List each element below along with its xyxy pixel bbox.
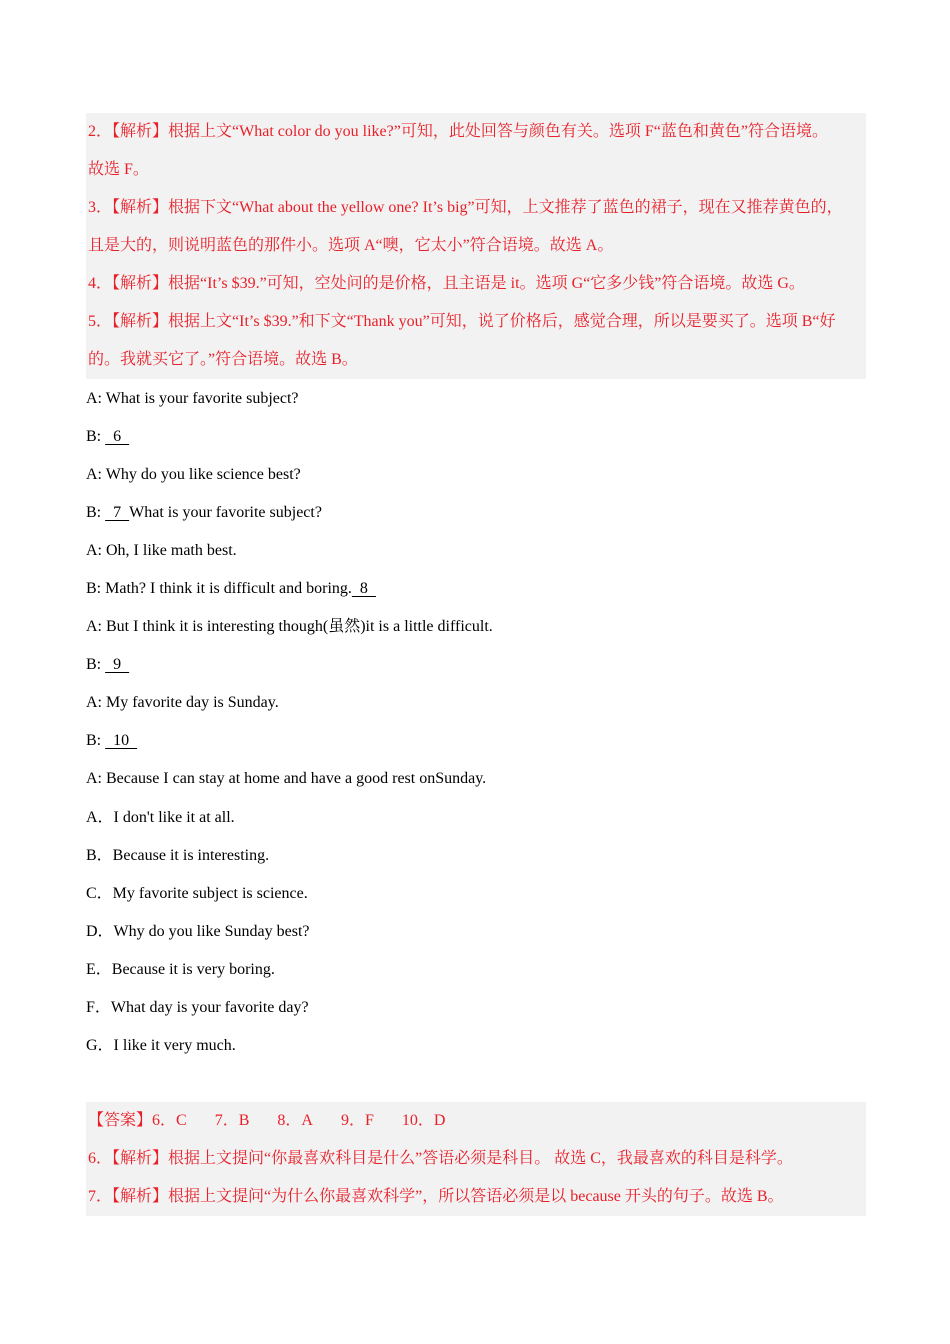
dialogue-text: A: Because I can stay at home and have a good rest onSunday. bbox=[86, 770, 487, 788]
analysis-text: 根据上文提问“你最喜欢科目是什么”答语必须是科目。 故选 C，我最喜欢的科目是科学。 bbox=[168, 1150, 793, 1167]
item-number: 3． bbox=[88, 199, 113, 216]
dialogue-line bbox=[86, 721, 866, 759]
dialogue-text: A: My favorite day is Sunday. bbox=[86, 694, 279, 712]
answer-item: 6．C bbox=[152, 1112, 187, 1129]
item-number: 4． bbox=[88, 275, 113, 292]
analysis-tag: 【解析】 bbox=[112, 313, 169, 330]
option-line bbox=[86, 1026, 866, 1064]
dialogue-line bbox=[86, 683, 866, 721]
analysis-text: 且是大的，则说明蓝色的那件小。选项 A“噢，它太小”符合语境。故选 A。 bbox=[88, 237, 614, 254]
dialogue-line bbox=[86, 607, 866, 645]
blank-9: 9 bbox=[105, 656, 130, 674]
analysis-line bbox=[86, 151, 866, 189]
analysis-tag: 【解析】 bbox=[112, 1150, 169, 1167]
analysis-line bbox=[86, 1140, 866, 1178]
analysis-line bbox=[86, 1178, 866, 1216]
dialogue-line bbox=[86, 569, 866, 607]
analysis-line bbox=[86, 189, 866, 227]
dialogue-section bbox=[86, 379, 866, 1064]
answer-item: 8．A bbox=[277, 1112, 313, 1129]
blank-8: 8 bbox=[351, 580, 376, 598]
item-number: 7． bbox=[88, 1188, 113, 1205]
dialogue-line bbox=[86, 455, 866, 493]
dialogue-text: B: Math? I think it is difficult and boring. bbox=[86, 580, 352, 598]
dialogue-text: A: What is your favorite subject? bbox=[86, 390, 299, 407]
analysis-line bbox=[86, 227, 866, 265]
speaker-label: B: bbox=[86, 656, 106, 674]
analysis-tag: 【解析】 bbox=[112, 1188, 169, 1205]
dialogue-text: A: But I think it is interesting though(虽然)it is a little difficult. bbox=[86, 618, 493, 636]
option-line bbox=[86, 836, 866, 874]
option-line bbox=[86, 798, 866, 836]
analysis-text: 根据“It’s $39.”可知，空处问的是价格，且主语是 it。选项 G“它多少钱”符合语境。故选 G。 bbox=[168, 275, 805, 292]
option-d: D．Why do you like Sunday best? bbox=[86, 922, 310, 940]
analysis-tag: 【解析】 bbox=[112, 199, 169, 216]
analysis-text: 故选 F。 bbox=[88, 161, 149, 178]
analysis-line bbox=[86, 265, 866, 303]
dialogue-line bbox=[86, 531, 866, 569]
analysis-text: 根据上文“What color do you like?”可知，此处回答与颜色有关。选项 F“蓝色和黄色”符合语境。 bbox=[168, 123, 828, 140]
item-number: 2． bbox=[88, 123, 113, 140]
answer-item: 7．B bbox=[214, 1112, 250, 1129]
analysis-line bbox=[86, 113, 866, 151]
answer-tag: 【答案】 bbox=[88, 1112, 153, 1129]
option-f: F．What day is your favorite day? bbox=[86, 998, 309, 1016]
blank-10: 10 bbox=[105, 732, 138, 750]
blank-6: 6 bbox=[105, 428, 130, 446]
speaker-label: B: bbox=[86, 428, 106, 446]
analysis-tag: 【解析】 bbox=[112, 275, 169, 292]
option-b: B．Because it is interesting. bbox=[86, 846, 270, 864]
option-line bbox=[86, 874, 866, 912]
option-e: E．Because it is very boring. bbox=[86, 960, 275, 978]
option-line bbox=[86, 912, 866, 950]
dialogue-text: A: Oh, I like math best. bbox=[86, 542, 237, 560]
option-line bbox=[86, 950, 866, 988]
item-number: 5． bbox=[88, 313, 113, 330]
option-g: G．I like it very much. bbox=[86, 1036, 236, 1054]
answer-block bbox=[86, 1102, 866, 1216]
answer-line bbox=[86, 1102, 866, 1140]
dialogue-text: A: Why do you like science best? bbox=[86, 466, 301, 484]
speaker-label: B: bbox=[86, 504, 106, 522]
analysis-text: 的。我就买它了。”符合语境。故选 B。 bbox=[88, 351, 358, 368]
item-number: 6． bbox=[88, 1150, 113, 1167]
analysis-block-top bbox=[86, 113, 866, 379]
speaker-label: B: bbox=[86, 732, 106, 750]
option-c: C．My favorite subject is science. bbox=[86, 884, 308, 902]
analysis-text: 根据下文“What about the yellow one? It’s big”可知，上文推荐了蓝色的裙子，现在又推荐黄色的， bbox=[168, 199, 843, 216]
dialogue-line bbox=[86, 417, 866, 455]
analysis-text: 根据上文“It’s $39.”和下文“Thank you”可知，说了价格后，感觉合理，所以是要买了。选项 B“好 bbox=[168, 313, 836, 330]
dialogue-line bbox=[86, 493, 866, 531]
answer-item: 9．F bbox=[340, 1112, 374, 1129]
answer-item: 10．D bbox=[401, 1112, 446, 1129]
analysis-line bbox=[86, 341, 866, 379]
analysis-line bbox=[86, 303, 866, 341]
option-a: A．I don't like it at all. bbox=[86, 808, 235, 826]
analysis-tag: 【解析】 bbox=[112, 123, 169, 140]
dialogue-line bbox=[86, 645, 866, 683]
option-line bbox=[86, 988, 866, 1026]
analysis-text: 根据上文提问“为什么你最喜欢科学”，所以答语必须是以 because 开头的句子。故选 B。 bbox=[168, 1188, 784, 1205]
blank-7: 7 bbox=[105, 504, 130, 522]
dialogue-line bbox=[86, 759, 866, 797]
dialogue-text: What is your favorite subject? bbox=[129, 504, 322, 522]
dialogue-line bbox=[86, 379, 866, 417]
